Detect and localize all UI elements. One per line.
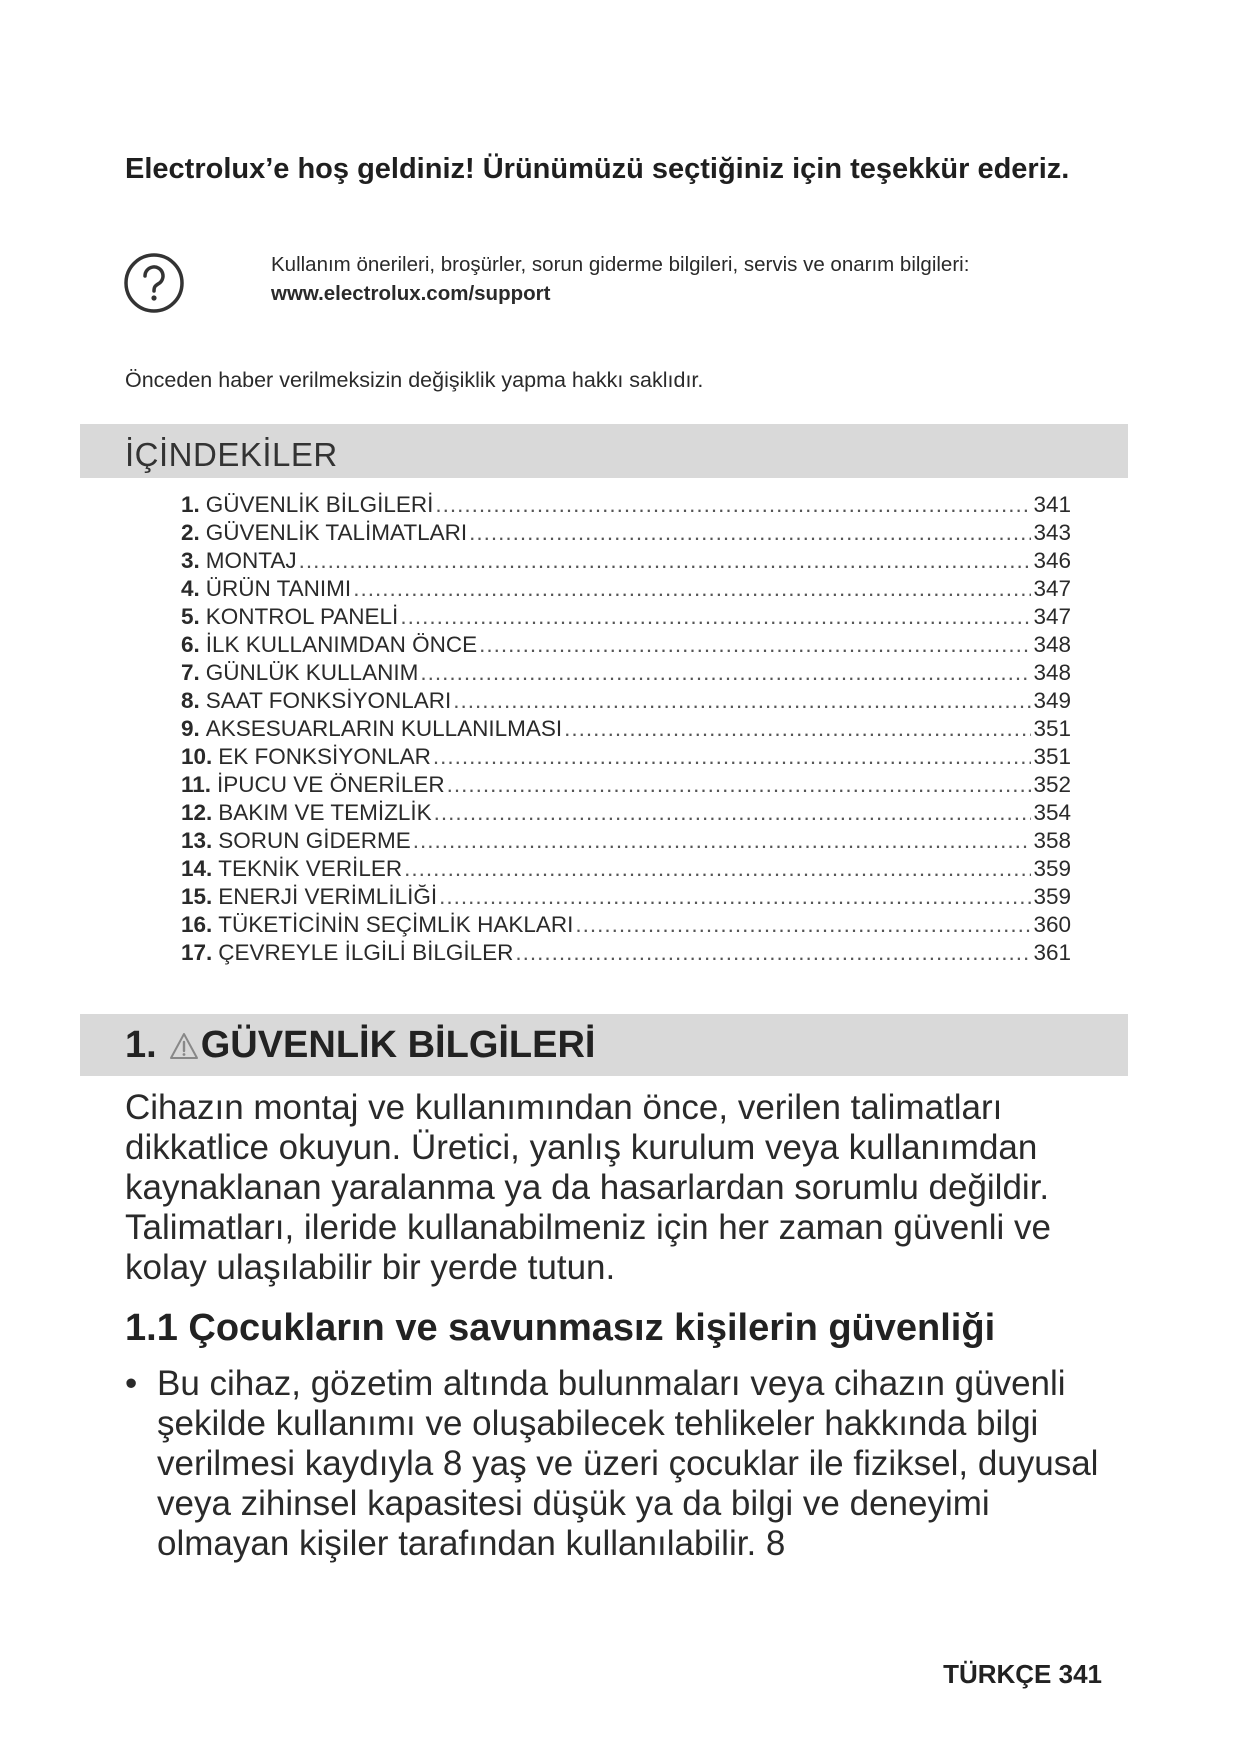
toc-leader-dots bbox=[575, 911, 1031, 939]
toc-entry-number: 7. bbox=[181, 660, 200, 685]
toc-entry-label: SAAT FONKSİYONLARI bbox=[205, 688, 452, 713]
toc-entry-number: 1. bbox=[181, 492, 200, 517]
toc-entry-label: BAKIM VE TEMİZLİK bbox=[218, 800, 432, 825]
toc-leader-dots bbox=[435, 491, 1031, 519]
section-header bbox=[80, 1014, 1128, 1076]
toc-entry-label: EK FONKSİYONLAR bbox=[218, 744, 431, 769]
toc-entry-page: 354 bbox=[1033, 800, 1071, 825]
toc-leader-dots bbox=[299, 547, 1032, 575]
toc-leader-dots bbox=[447, 771, 1032, 799]
toc-leader-dots bbox=[353, 575, 1031, 603]
toc-entry-number: 12. bbox=[181, 800, 213, 825]
toc-entry-page: 358 bbox=[1033, 828, 1071, 853]
toc-entry[interactable] bbox=[181, 603, 1071, 631]
toc-entry-page: 348 bbox=[1033, 632, 1071, 657]
toc-entry-label: İLK KULLANIMDAN ÖNCE bbox=[205, 632, 478, 657]
bullet-item bbox=[125, 1364, 1105, 1564]
toc-entry-label: MONTAJ bbox=[205, 548, 297, 573]
toc-entry-number: 10. bbox=[181, 744, 213, 769]
toc-entry-number: 2. bbox=[181, 520, 200, 545]
toc-entry-page: 351 bbox=[1033, 744, 1071, 769]
toc-entry-number: 13. bbox=[181, 828, 213, 853]
toc-entry[interactable] bbox=[181, 911, 1071, 939]
page-footer: TÜRKÇE 341 bbox=[943, 1659, 1102, 1689]
toc-entry-page: 360 bbox=[1033, 912, 1071, 937]
toc-entry[interactable] bbox=[181, 799, 1071, 827]
toc-leader-dots bbox=[479, 631, 1031, 659]
warning-triangle-icon bbox=[169, 1032, 199, 1060]
toc-entry[interactable] bbox=[181, 827, 1071, 855]
toc-entry-page: 352 bbox=[1033, 772, 1071, 797]
support-link[interactable]: www.electrolux.com/support bbox=[271, 282, 551, 305]
toc-entry-page: 359 bbox=[1033, 884, 1071, 909]
toc-entry-page: 359 bbox=[1033, 856, 1071, 881]
toc-entry-number: 8. bbox=[181, 688, 200, 713]
toc-entry-page: 347 bbox=[1033, 576, 1071, 601]
toc-entry-label: KONTROL PANELİ bbox=[205, 604, 399, 629]
bullet-text: Bu cihaz, gözetim altında bulunmaları veya cihazın güvenli şekilde kullanımı ve oluşabilecek tehlikeler hakkında bilgi verilmesi kaydıyla 8 yaş ve üzeri çocuklar ile fiziksel, duyusal veya zihinsel kapasitesi düşük ya da bilgi ve deneyimi olmayan kişiler tarafından kullanılabilir. 8 bbox=[157, 1364, 1099, 1563]
toc-entry[interactable] bbox=[181, 883, 1071, 911]
toc-title: İÇİNDEKİLER bbox=[125, 436, 338, 473]
subsection-title: 1.1 Çocukların ve savunmasız kişilerin güvenliği bbox=[125, 1307, 996, 1349]
toc-entry-label: AKSESUARLARIN KULLANILMASI bbox=[205, 716, 563, 741]
support-text: Kullanım önerileri, broşürler, sorun giderme bilgileri, servis ve onarım bilgileri: bbox=[271, 253, 970, 276]
toc-entry-number: 11. bbox=[181, 772, 212, 797]
toc-entry-number: 15. bbox=[181, 884, 213, 909]
intro-paragraph: Cihazın montaj ve kullanımından önce, verilen talimatları dikkatlice okuyun. Üretici, yanlış kurulum veya kullanımdan kaynaklanan yaralanma ya da hasarlardan sorumlu değildir. Talimatları, ileride kullanabilmeniz için her zaman güvenli ve kolay ulaşılabilir bir yerde tutun. bbox=[125, 1088, 1051, 1287]
change-notice: Önceden haber verilmeksizin değişiklik yapma hakkı saklıdır. bbox=[125, 368, 704, 392]
toc-leader-dots bbox=[439, 883, 1031, 911]
toc-entry[interactable] bbox=[181, 659, 1071, 687]
toc-entry-label: ÜRÜN TANIMI bbox=[205, 576, 352, 601]
toc-entry[interactable] bbox=[181, 771, 1071, 799]
toc-entry-number: 4. bbox=[181, 576, 200, 601]
bullet-mark: • bbox=[125, 1364, 138, 1403]
toc-entry[interactable] bbox=[181, 687, 1071, 715]
toc-entry-page: 341 bbox=[1033, 492, 1071, 517]
section-title bbox=[125, 1024, 596, 1067]
section-number: 1. bbox=[125, 1024, 157, 1066]
toc-entry-page: 343 bbox=[1033, 520, 1071, 545]
toc-leader-dots bbox=[420, 659, 1031, 687]
toc-entry-label: ÇEVREYLE İLGİLİ BİLGİLER bbox=[218, 940, 514, 965]
toc-entry-number: 17. bbox=[181, 940, 213, 965]
toc-entry-number: 14. bbox=[181, 856, 213, 881]
toc-entry-page: 346 bbox=[1033, 548, 1071, 573]
toc-entry-label: SORUN GİDERME bbox=[218, 828, 411, 853]
toc-entry-label: TÜKETİCİNİN SEÇİMLİK HAKLARI bbox=[218, 912, 574, 937]
toc-leader-dots bbox=[404, 855, 1031, 883]
toc-entry[interactable] bbox=[181, 855, 1071, 883]
toc-leader-dots bbox=[400, 603, 1031, 631]
toc-entry-page: 351 bbox=[1033, 716, 1071, 741]
toc-entry-page: 361 bbox=[1033, 940, 1071, 965]
toc-leader-dots bbox=[413, 827, 1032, 855]
toc-entry-label: TEKNİK VERİLER bbox=[218, 856, 403, 881]
toc-entry-label: GÜVENLİK TALİMATLARI bbox=[205, 520, 468, 545]
support-info bbox=[271, 250, 969, 308]
toc-entry-number: 6. bbox=[181, 632, 200, 657]
toc-entry[interactable] bbox=[181, 519, 1071, 547]
toc-header bbox=[80, 424, 1128, 478]
toc-leader-dots bbox=[564, 715, 1031, 743]
toc-entry-number: 5. bbox=[181, 604, 200, 629]
section-title-text: GÜVENLİK BİLGİLERİ bbox=[200, 1024, 596, 1066]
welcome-heading: Electrolux’e hoş geldiniz! Ürünümüzü seçtiğiniz için teşekkür ederiz. bbox=[125, 153, 1070, 185]
toc-entry[interactable] bbox=[181, 939, 1071, 967]
toc-entry[interactable] bbox=[181, 575, 1071, 603]
toc-entry-page: 348 bbox=[1033, 660, 1071, 685]
toc-entry[interactable] bbox=[181, 547, 1071, 575]
toc-entry[interactable] bbox=[181, 491, 1071, 519]
toc-entry[interactable] bbox=[181, 631, 1071, 659]
toc-entry-label: GÜVENLİK BİLGİLERİ bbox=[205, 492, 434, 517]
toc-entry-label: İPUCU VE ÖNERİLER bbox=[217, 772, 445, 797]
toc-leader-dots bbox=[515, 939, 1031, 967]
toc-entry[interactable] bbox=[181, 715, 1071, 743]
toc-entry-number: 9. bbox=[181, 716, 200, 741]
toc-entry-number: 16. bbox=[181, 912, 213, 937]
toc-leader-dots bbox=[453, 687, 1031, 715]
toc-entry-page: 349 bbox=[1033, 688, 1071, 713]
toc-entry-label: ENERJİ VERİMLİLİĞİ bbox=[218, 884, 438, 909]
toc-entry[interactable] bbox=[181, 743, 1071, 771]
question-circle-icon bbox=[123, 252, 185, 314]
toc-entry-label: GÜNLÜK KULLANIM bbox=[205, 660, 419, 685]
toc-entry-number: 3. bbox=[181, 548, 200, 573]
table-of-contents bbox=[181, 491, 1071, 967]
toc-leader-dots bbox=[433, 743, 1032, 771]
toc-leader-dots bbox=[469, 519, 1031, 547]
toc-leader-dots bbox=[434, 799, 1032, 827]
toc-entry-page: 347 bbox=[1033, 604, 1071, 629]
